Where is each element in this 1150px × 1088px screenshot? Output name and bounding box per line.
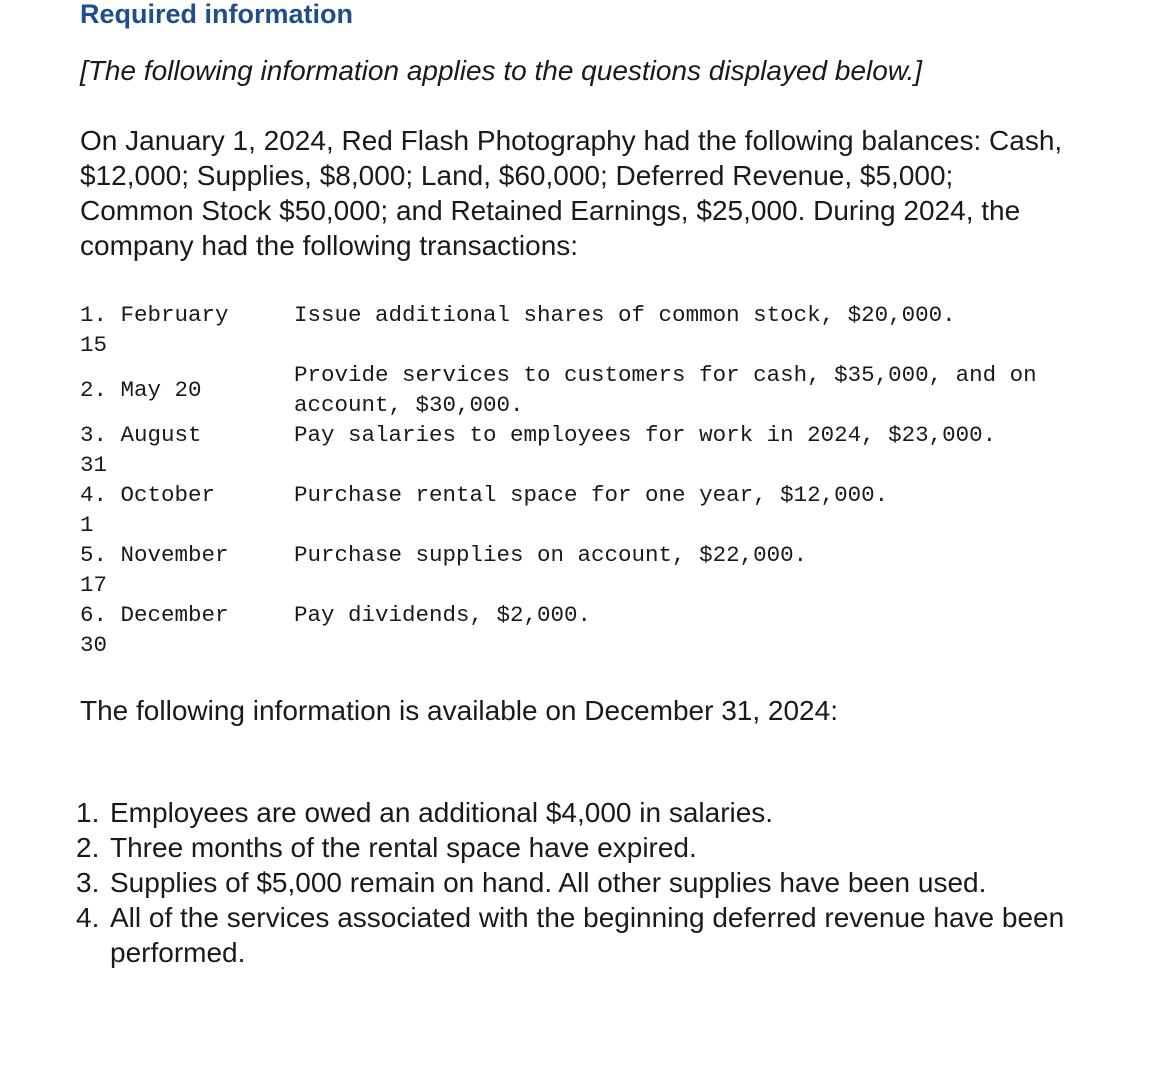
transactions-table [80, 300, 1074, 660]
transaction-row [80, 480, 1074, 540]
transaction-date: 2. May 20 [80, 377, 202, 403]
transaction-row [80, 300, 1074, 360]
transaction-description: Issue additional shares of common stock, $20,000. [294, 302, 956, 328]
adjustment-item: 3. Supplies of $5,000 remain on hand. All other supplies have been used. [76, 867, 987, 898]
intro-paragraph: On January 1, 2024, Red Flash Photography had the following balances: Cash, $12,000; Supplies, $8,000; Land, $60,000; Deferred Revenue, $5,000; Common Stock $50,000; and Retained Earnings, $25,000. During 2024, the company had the following transactions: [80, 125, 1063, 261]
transaction-date: 1. February 15 [80, 302, 229, 358]
transaction-description: Provide services to customers for cash, $35,000, and on account, $30,000. [294, 362, 1037, 418]
instructions-subheading: [The following information applies to the questions displayed below.] [80, 55, 923, 86]
adjustment-item: 2. Three months of the rental space have expired. [76, 832, 697, 863]
adjustment-item: 1. Employees are owed an additional $4,000 in salaries. [76, 797, 774, 828]
transaction-date: 5. November 17 [80, 542, 229, 598]
transaction-row [80, 600, 1074, 660]
transaction-date: 6. December 30 [80, 602, 229, 658]
transaction-description: Pay dividends, $2,000. [294, 602, 592, 628]
required-information-heading: Required information [80, 0, 354, 29]
transaction-row [80, 540, 1074, 600]
transaction-date: 4. October 1 [80, 482, 216, 538]
transaction-description: Purchase rental space for one year, $12,000. [294, 482, 889, 508]
adjustments-list [76, 795, 1066, 970]
adjustment-item: 4. All of the services associated with the beginning deferred revenue have been performed. [76, 902, 1065, 968]
transaction-description: Pay salaries to employees for work in 2024, $23,000. [294, 422, 997, 448]
year-end-info-heading: The following information is available on December 31, 2024: [80, 695, 838, 726]
transaction-description: Purchase supplies on account, $22,000. [294, 542, 808, 568]
transaction-row [80, 420, 1074, 480]
transaction-row [80, 360, 1074, 420]
transaction-date: 3. August 31 [80, 422, 202, 478]
